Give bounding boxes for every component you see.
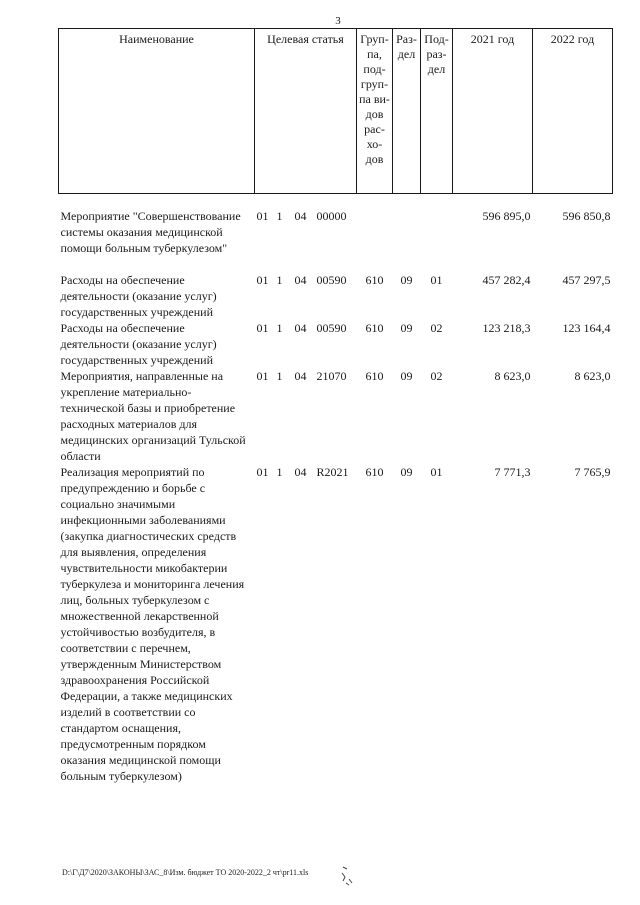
table-row: [59, 208, 613, 256]
code-part: 1: [276, 369, 283, 383]
header-name: Наименование: [59, 29, 255, 194]
row-section: 09: [400, 465, 413, 479]
row-target-article: [255, 320, 357, 368]
row-target-article: [255, 368, 357, 464]
row-name: Расходы на обеспечение деятельности (оказание услуг) государственных учреждений: [60, 321, 217, 367]
code-part: 01: [256, 321, 269, 335]
row-target-article: [255, 272, 357, 320]
code-part: 1: [276, 321, 283, 335]
row-group: 610: [365, 465, 384, 479]
row-subsection: 02: [430, 369, 443, 383]
code-part: 04: [294, 273, 307, 287]
code-part: 1: [276, 209, 283, 223]
code-part: 04: [294, 465, 307, 479]
row-name: Мероприятия, направленные на укрепление материально-технической базы и приобретение расходных материалов для медицинских организаций Тульской области: [60, 369, 246, 463]
table-row: [59, 320, 613, 368]
row-group: 610: [365, 273, 384, 287]
header-subsection: [421, 29, 453, 194]
row-section: [393, 208, 421, 256]
header-target-article: Целевая статья: [255, 29, 357, 194]
budget-table: [58, 28, 613, 784]
table-row: [59, 272, 613, 320]
header-group-text: Груп- па, под- груп- па ви- дов рас- хо- дов: [359, 32, 390, 166]
code-part: 01: [256, 369, 269, 383]
row-name: Мероприятие "Совершенствование системы оказания медицинской помощи больным туберкулезом": [60, 209, 241, 255]
code-part: 1: [276, 465, 283, 479]
row-value-2021: 596 895,0: [482, 209, 531, 223]
row-value-2022: 7 765,9: [574, 465, 611, 479]
row-value-2022: 8 623,0: [574, 369, 611, 383]
header-subsection-text: Под- раз- дел: [424, 32, 449, 76]
code-part: 00000: [316, 209, 347, 223]
row-section: 09: [400, 321, 413, 335]
row-name: Реализация мероприятий по предупреждению и борьбе с социально значимыми инфекционными заболеваниями (закупка диагностических средств для выявления, определения чувствительности микобактерии туберкулеза и мониторинга лечения лиц, больных туберкулезом с множественной лекарственной устойчивостью возбудителя, в соответствии с перечнем, утвержденным Министерством здравоохранения Российской Федерации, а также медицинских изделий в соответствии со стандартом оснащения, предусмотренным порядком оказания медицинской помощи больным туберкулезом): [60, 465, 245, 783]
scan-mark-icon: [340, 864, 354, 886]
row-subsection: 02: [430, 321, 443, 335]
code-part: 04: [294, 369, 307, 383]
code-part: 01: [256, 273, 269, 287]
row-subsection: 01: [430, 273, 443, 287]
code-part: 01: [256, 465, 269, 479]
row-group: 610: [365, 321, 384, 335]
row-group: 610: [365, 369, 384, 383]
code-part: 21070: [316, 369, 347, 383]
page-number: 3: [335, 15, 341, 27]
table-row: [59, 464, 613, 784]
row-value-2021: 457 282,4: [482, 273, 531, 287]
row-value-2022: 123 164,4: [562, 321, 611, 335]
code-part: 00590: [316, 273, 347, 287]
header-group: [357, 29, 393, 194]
row-target-article: [255, 464, 357, 784]
header-year-2021: 2021 год: [453, 29, 533, 194]
code-part: 04: [294, 209, 307, 223]
header-year-2022: 2022 год: [533, 29, 613, 194]
file-path-footer: D:\Г\Д7\2020\ЗАКОНЫ\ЗАС_8\Изм. бюджет ТО 2020-2022_2 чт\pr11.xls: [62, 868, 309, 877]
row-name: Расходы на обеспечение деятельности (оказание услуг) государственных учреждений: [60, 273, 217, 319]
header-section: [393, 29, 421, 194]
row-value-2021: 123 218,3: [482, 321, 531, 335]
row-subsection: [421, 208, 453, 256]
row-value-2022: 596 850,8: [562, 209, 611, 223]
code-part: 00590: [316, 321, 347, 335]
code-part: R2021: [316, 465, 349, 479]
row-value-2021: 8 623,0: [494, 369, 531, 383]
table-header-row: [59, 29, 613, 194]
code-part: 04: [294, 321, 307, 335]
code-part: 1: [276, 273, 283, 287]
code-part: 01: [256, 209, 269, 223]
row-section: 09: [400, 273, 413, 287]
table-row: [59, 368, 613, 464]
header-section-text: Раз- дел: [396, 32, 417, 61]
row-section: 09: [400, 369, 413, 383]
row-value-2021: 7 771,3: [494, 465, 531, 479]
row-group: [357, 208, 393, 256]
row-target-article: [255, 208, 357, 256]
row-value-2022: 457 297,5: [562, 273, 611, 287]
row-subsection: 01: [430, 465, 443, 479]
